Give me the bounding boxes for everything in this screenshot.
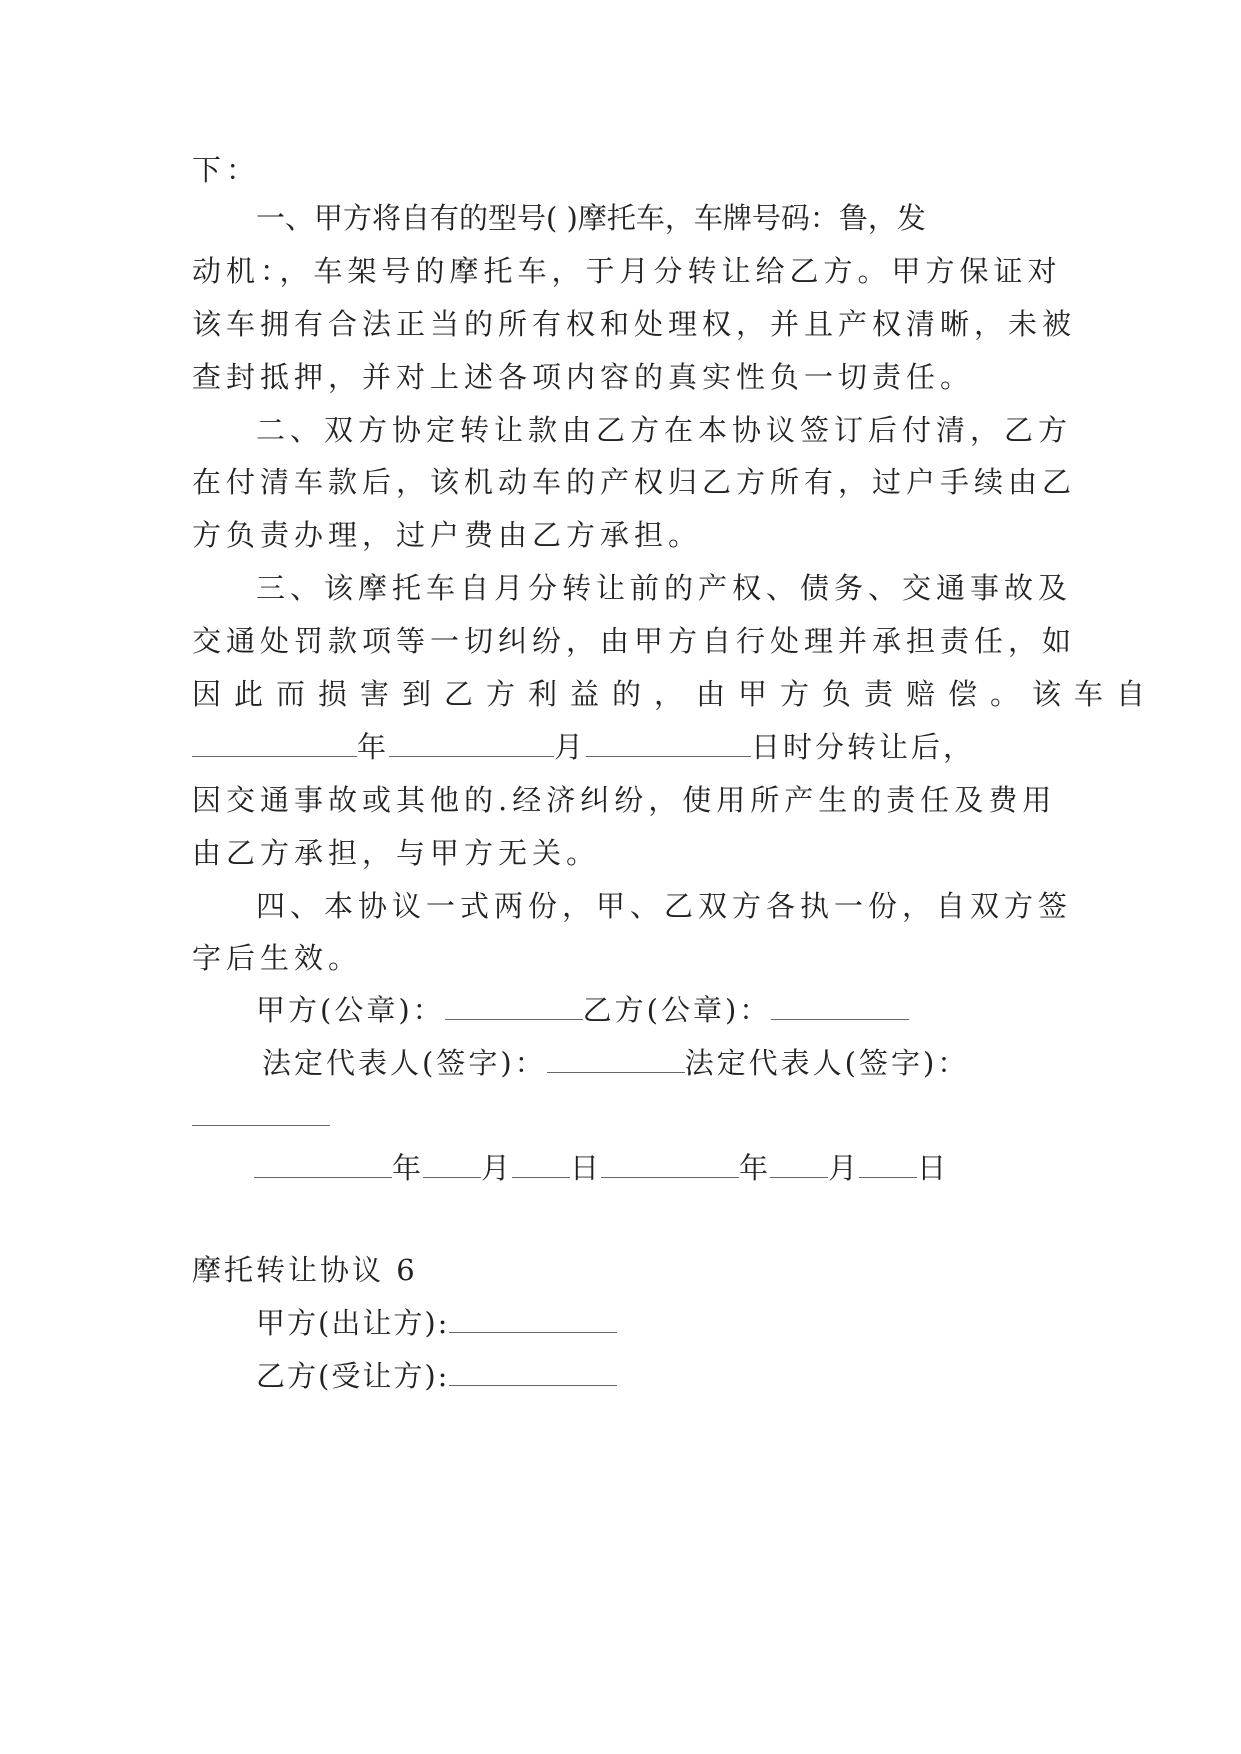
sign-a-month-blank[interactable] [423, 1151, 481, 1178]
clause-3-line-1: 三、该摩托车自月分转让前的产权、债务、交通事故及 [256, 571, 1073, 605]
date-tail-text: 日时分转让后， [751, 730, 976, 764]
clause-3-line-5: 因交通事故或其他的.经济纠纷，使用所产生的责任及费用 [192, 783, 1057, 817]
clause-3-date-line [192, 727, 1052, 767]
clause-3-line-3: 因此而损害到乙方利益的，由甲方负责赔偿。该车自 [192, 677, 1159, 711]
legal-rep-a-blank[interactable] [547, 1046, 685, 1073]
year-label: 年 [357, 730, 390, 764]
sign-b-month-blank[interactable] [770, 1151, 828, 1178]
party-a-seal-blank[interactable] [445, 993, 583, 1020]
sign-a-day-blank[interactable] [512, 1151, 570, 1178]
agreement-6-title: 摩托转让协议 6 [192, 1253, 418, 1287]
intro-tail: 下： [192, 153, 261, 187]
legal-rep-b-blank-line [192, 1096, 1052, 1136]
clause-4-line-2: 字后生效。 [192, 941, 363, 975]
legal-rep-a-label: 法定代表人(签字)： [262, 1046, 547, 1080]
clause-1-line-3: 该车拥有合法正当的所有权和处理权，并且产权清晰，未被 [192, 307, 1077, 341]
sign-a-year-label: 年 [392, 1151, 424, 1185]
agreement-6-party-b-label: 乙方(受让方): [256, 1359, 450, 1393]
seal-line [256, 990, 1116, 1030]
sign-a-year-blank[interactable] [254, 1151, 392, 1178]
clause-3-line-6: 由乙方承担，与甲方无关。 [192, 836, 601, 870]
agreement-6-party-b-line [256, 1356, 1116, 1396]
agreement-6-party-b-blank[interactable] [449, 1359, 617, 1386]
sign-b-year-blank[interactable] [601, 1151, 739, 1178]
clause-2-line-1: 二、双方协定转让款由乙方在本协议签订后付清，乙方 [256, 413, 1073, 447]
signature-date-line [254, 1148, 1114, 1188]
clause-2-line-2: 在付清车款后，该机动车的产权归乙方所有，过户手续由乙 [192, 465, 1077, 499]
sign-b-month-label: 月 [828, 1151, 860, 1185]
day-blank[interactable] [586, 730, 751, 757]
party-b-seal-blank[interactable] [771, 993, 909, 1020]
clause-1-line-4: 查封抵押，并对上述各项内容的真实性负一切责任。 [192, 360, 975, 394]
clause-4-line-1: 四、本协议一式两份，甲、乙双方各执一份，自双方签 [256, 889, 1073, 923]
year-blank[interactable] [192, 730, 357, 757]
party-a-seal-label: 甲方(公章)： [256, 993, 445, 1027]
clause-3-line-2: 交通处罚款项等一切纠纷，由甲方自行处理并承担责任，如 [192, 624, 1077, 658]
sign-a-month-label: 月 [481, 1151, 513, 1185]
agreement-6-party-a-label: 甲方(出让方): [256, 1306, 450, 1340]
sign-a-day-label: 日 [570, 1151, 602, 1185]
month-blank[interactable] [389, 730, 554, 757]
clause-1-line-1 [256, 198, 1052, 238]
party-b-seal-label: 乙方(公章)： [582, 993, 772, 1027]
legal-rep-line [262, 1043, 1122, 1083]
legal-rep-b-blank[interactable] [192, 1099, 330, 1126]
agreement-6-party-a-blank[interactable] [449, 1306, 617, 1333]
clause-1-line-2: 动机：，车架号的摩托车，于月分转让给乙方。甲方保证对 [192, 254, 1062, 288]
sign-b-day-blank[interactable] [859, 1151, 917, 1178]
clause-2-line-3: 方负责办理，过户费由乙方承担。 [192, 518, 703, 552]
sign-b-year-label: 年 [739, 1151, 771, 1185]
month-label: 月 [554, 730, 587, 764]
sign-b-day-label: 日 [917, 1151, 949, 1185]
clause-1-line-1-text: 一、甲方将自有的型号( )摩托车，车牌号码：鲁，发 [256, 201, 926, 235]
legal-rep-b-label: 法定代表人(签字)： [684, 1046, 970, 1080]
agreement-6-party-a-line [256, 1303, 1116, 1343]
